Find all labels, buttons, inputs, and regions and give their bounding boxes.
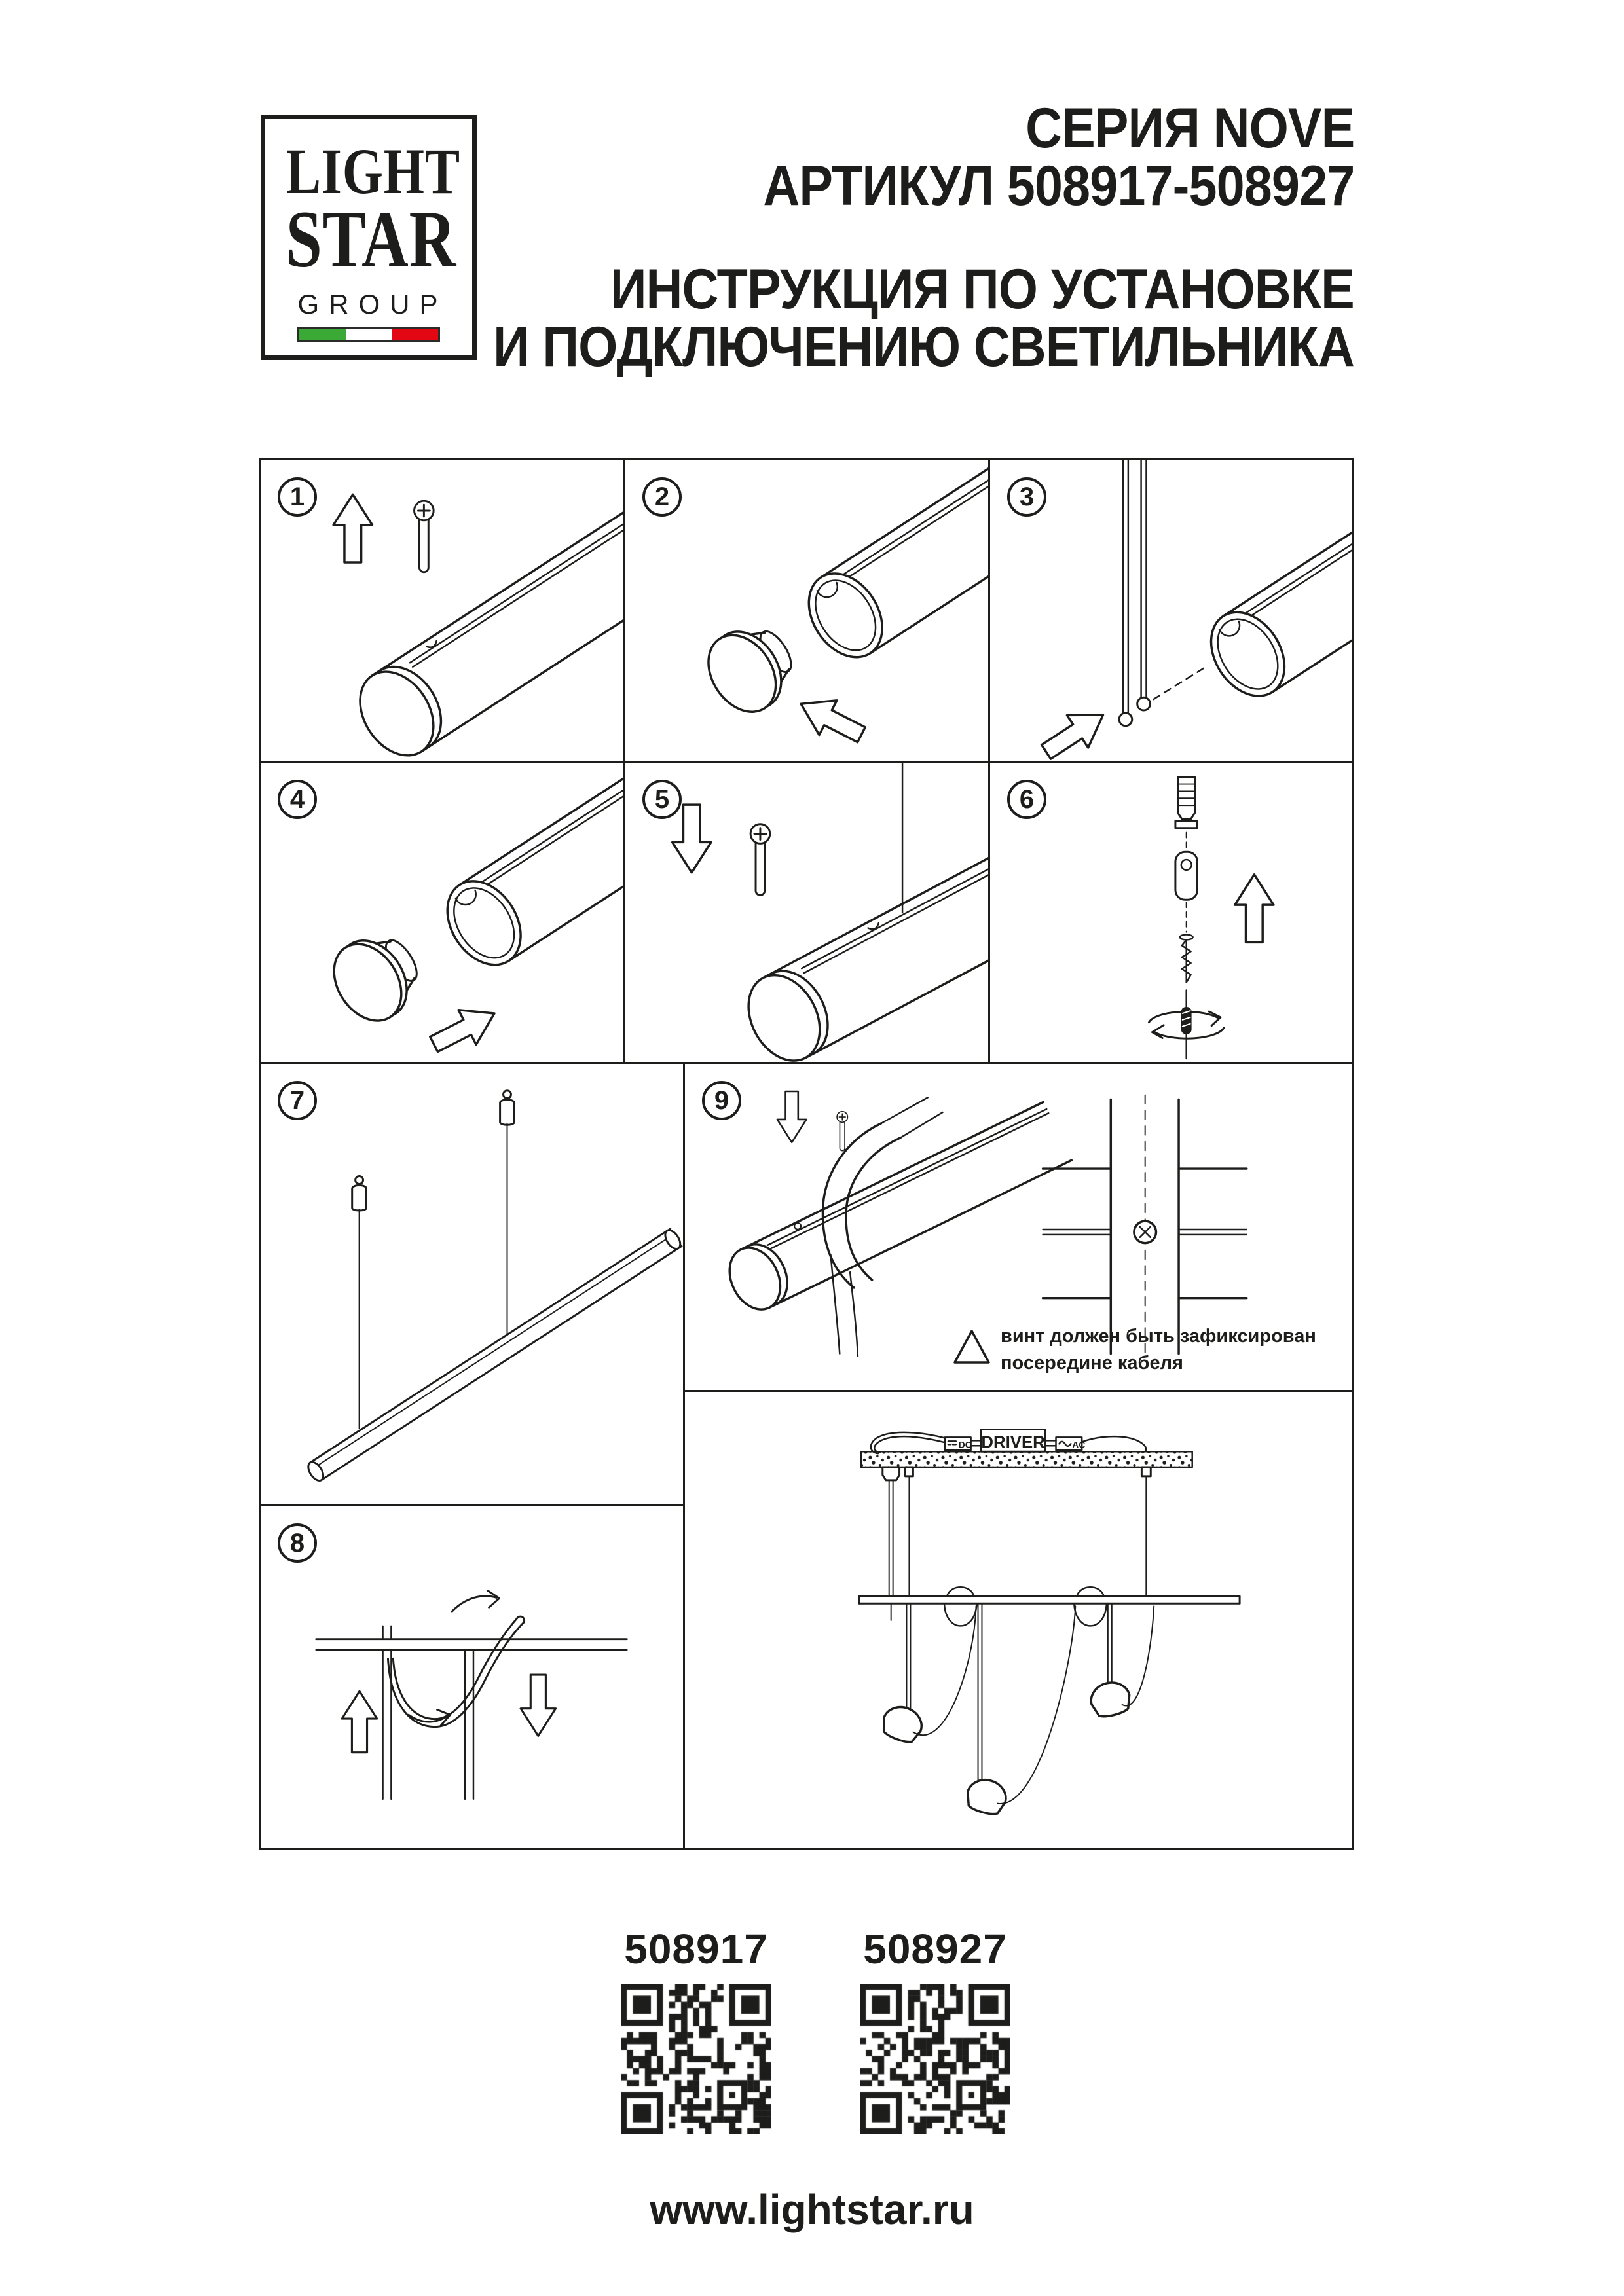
step-panel-3 (988, 458, 1354, 763)
step-number-badge: 2 (642, 477, 682, 517)
logo-word-group: GROUP (297, 289, 448, 319)
italian-flag-bar (297, 327, 440, 342)
lightstar-logo (261, 115, 477, 360)
step-panel-5 (623, 761, 990, 1064)
article-number-1: 508917 (624, 1925, 768, 1973)
header-series-article (762, 97, 1354, 217)
instruction-title-line2: И ПОДКЛЮЧЕНИЮ СВЕТИЛЬНИКА (493, 316, 1354, 378)
warning-triangle-icon (952, 1327, 991, 1366)
step-panel-1 (259, 458, 625, 763)
article-range: АРТИКУЛ 508917-508927 (762, 155, 1354, 217)
step8-illustration-cable-adjustment (261, 1506, 683, 1848)
wiring-diagram-panel (683, 1390, 1354, 1850)
step-panel-2 (623, 458, 990, 763)
flag-red (392, 329, 438, 340)
header-instruction-title (493, 258, 1354, 378)
step-panel-8 (259, 1504, 685, 1850)
step-number-badge: 6 (1007, 780, 1046, 819)
warning-line2: посередине кабеля (1001, 1353, 1183, 1374)
series-title: СЕРИЯ NOVE (1025, 97, 1354, 160)
flag-green (299, 329, 346, 340)
step-number-badge: 4 (278, 780, 317, 819)
qr-code-2 (860, 1984, 1010, 2134)
step-number-badge: 1 (278, 477, 317, 517)
step-panel-7 (259, 1062, 685, 1506)
instruction-title-line1: ИНСТРУКЦИЯ ПО УСТАНОВКЕ (610, 258, 1354, 321)
dc-label: DC (958, 1439, 972, 1450)
flag-white (346, 329, 392, 340)
driver-label: DRIVER (981, 1433, 1045, 1452)
logo-word-light: LIGHT (286, 135, 460, 208)
footer-url: www.lightstar.ru (650, 2186, 974, 2233)
step-number-badge: 9 (702, 1081, 741, 1120)
step-number-badge: 5 (642, 780, 682, 819)
step-number-badge: 7 (278, 1081, 317, 1120)
warning-note (1001, 1323, 1316, 1377)
warning-line1: винт должен быть зафиксирован (1001, 1326, 1316, 1347)
step-panel-9 (683, 1062, 1354, 1392)
logo-word-star: STAR (286, 194, 457, 284)
step-number-badge: 3 (1007, 477, 1046, 517)
step-panel-4 (259, 761, 625, 1064)
article-number-2: 508927 (863, 1925, 1007, 1973)
step-number-badge: 8 (278, 1523, 317, 1563)
step7-illustration-suspended-fixture (261, 1064, 683, 1504)
wiring-diagram-illustration (685, 1392, 1352, 1848)
ac-label: AC (1072, 1439, 1086, 1450)
step-panel-6 (988, 761, 1354, 1064)
qr-code-1 (621, 1984, 771, 2134)
